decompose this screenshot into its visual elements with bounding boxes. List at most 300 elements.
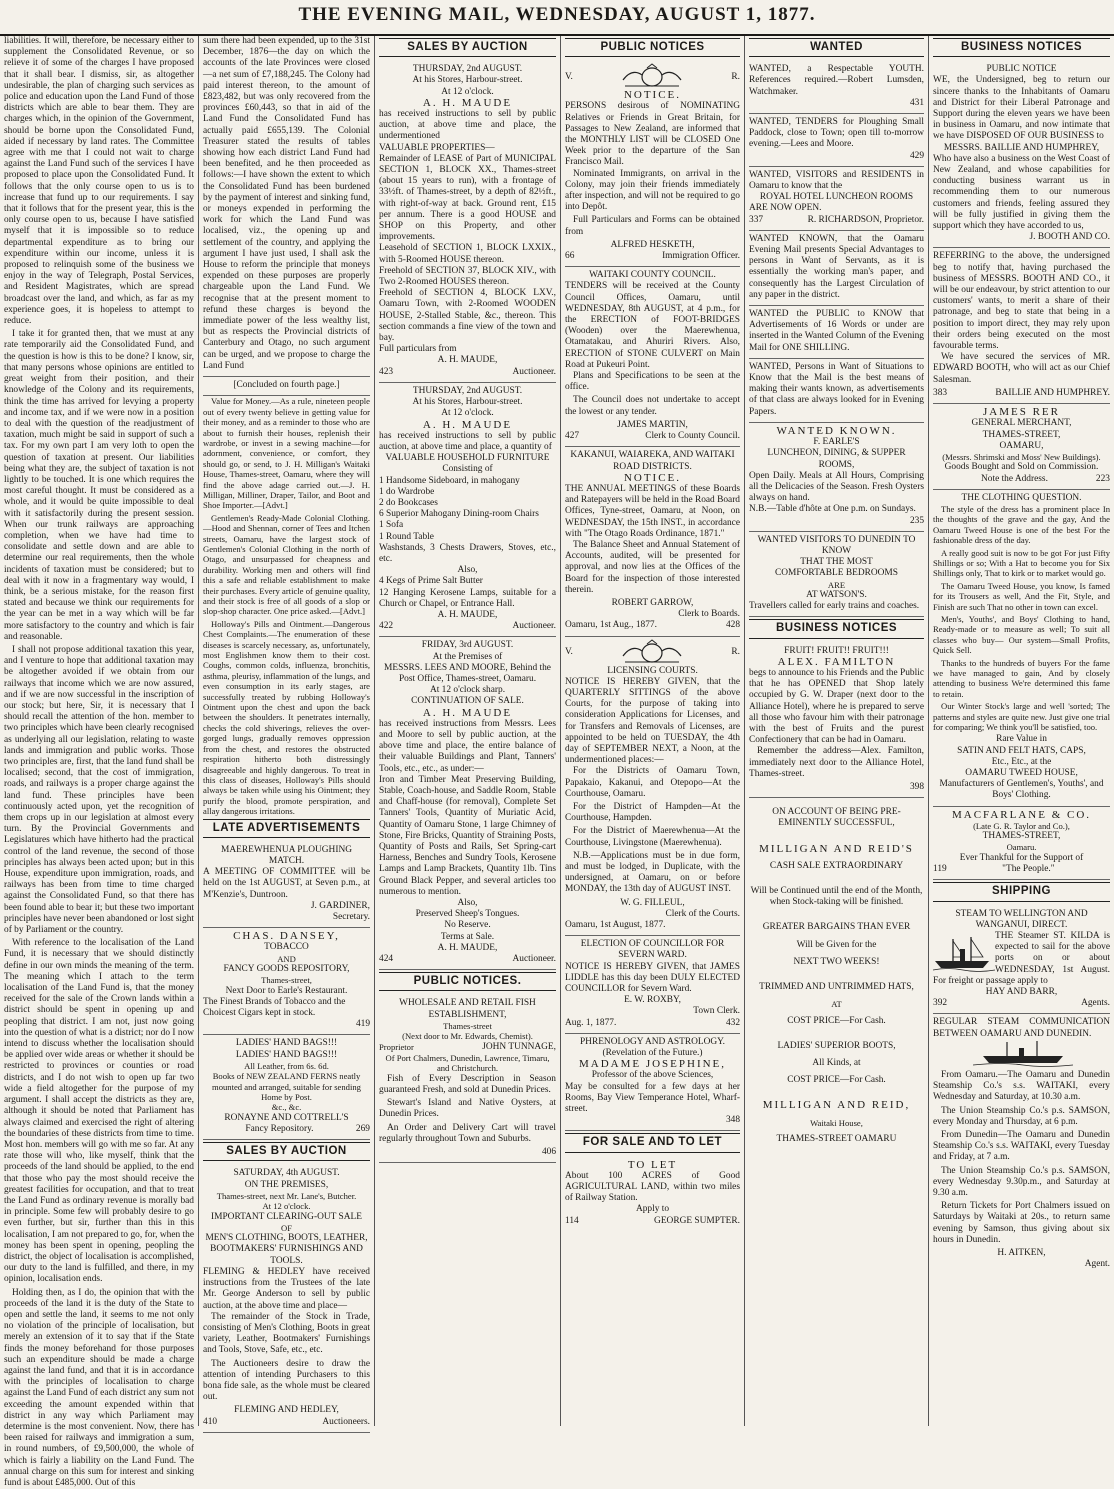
- ad-line: Full particulars from: [379, 344, 457, 355]
- sales-by-auction-header: SALES BY AUCTION: [203, 1142, 370, 1161]
- ad-line: Professor of the above Sciences,: [591, 1070, 714, 1081]
- ad-body: THE Steamer ST. KILDA is expected to sail for the above ports on or about WEDNESDAY, 1st August. For freight or passage apply to: [933, 930, 1110, 986]
- ad-body: TENDERS will be received at the County Council Offices, Oamaru, until WEDNESDAY, 8th AUGUST, at 4 p.m., for the ERECTION of FOOT-BRIDGES (Wooden) over the Maerewhenua, Otamatakau, and Ahuriri Rivers. Also, ERECTION of STONE CULVERT on Main Road at Pukeuri Point.: [565, 281, 740, 370]
- phrenology-ad: [565, 1034, 740, 1132]
- ad-line: Goods Bought and Sold on Commission.: [944, 462, 1099, 473]
- ad-title: NOTICE.: [623, 471, 682, 484]
- macfarlane-ad: [933, 807, 1110, 881]
- to-let-ad: [565, 1157, 740, 1231]
- ad-role: Agent.: [1084, 1259, 1110, 1270]
- ad-date: THURSDAY, 2nd AUGUST.: [412, 385, 523, 396]
- vr-right: R.: [731, 71, 740, 82]
- ad-line: Will be Given for the: [796, 939, 877, 950]
- column-1: [0, 36, 198, 1488]
- ad-body: The Council does not undertake to accept the lowest or any tender.: [565, 395, 740, 417]
- ad-line: GENERAL MERCHANT,: [971, 418, 1072, 429]
- ad-body: Who have also a business on the West Coast of New Zealand, and whose capabilities for conducting business warrant us in recommending them to our numerous customers and friends, feeling assured they will be fully justified in giving them the support which they have accorded to us,: [933, 153, 1110, 232]
- ad-line: Of Port Chalmers, Dunedin, Lawrence, Timaru, and Christchurch.: [385, 1052, 550, 1074]
- ad-line: THAMES-STREET,: [982, 831, 1061, 842]
- ad-title: LICENSING COURTS.: [607, 665, 698, 676]
- ad-line: At 12 o'clock.: [262, 1201, 311, 1212]
- ad-title: JAMES RER: [983, 406, 1060, 419]
- ad-signature: E. W. ROXBY,: [624, 995, 681, 1006]
- article-paragraph: Holding then, as I do, the opinion that with the proceeds of the land it is the duty of the State to open and settle the land, it seems to me not only no violation of the principle of localisation, but merely an extension of it to say that if the State finds the money beforehand for those purposes such an expenditure should be made a charge against the land fund, and that it is in accordance with the principles of localisation to charge against the Land Fund of each district any sum not exceeding the amount expended within that district in any way which Parliament may determine is the most convenient. Now, there has been raised for railways and immigration a sum, in round numbers, of £9,500,000, the whole of which is fairly a liability on the Land Fund. The annual charge on this sum for interest and sinking fund is about £485,000. Out of this: [4, 1287, 194, 1488]
- ad-title: OAMARU TWEED HOUSE,: [965, 768, 1078, 779]
- ad-line: At 12 o'clock sharp.: [429, 685, 506, 696]
- wanted-ad: [749, 61, 924, 114]
- ad-title: MACFARLANE & CO.: [951, 808, 1092, 821]
- ad-line: OAMARU,: [999, 440, 1044, 451]
- business-notices-header: BUSINESS NOTICES: [749, 619, 924, 638]
- ad-title: PHRENOLOGY AND ASTROLOGY.: [579, 1036, 726, 1047]
- ad-body: A MEETING OF COMMITTEE will be held on the 1st AUGUST, at Seven p.m., at M'Kenzie's, Duntroon.: [203, 867, 370, 900]
- auction-furniture: [379, 383, 556, 637]
- ad-title: MESSRS. BAILLIE AND HUMPHREY,: [943, 142, 1100, 153]
- ad-date: FRIDAY, 3rd AUGUST.: [421, 640, 514, 651]
- ad-title: NOTICE.: [623, 89, 682, 102]
- auction-properties: [379, 61, 556, 383]
- ad-line: THAMES-STREET,: [982, 429, 1061, 440]
- ad-body: Full Particulars and Forms can be obtained from: [565, 215, 740, 237]
- ad-body: PERSONS desirous of NOMINATING Relatives or Friends in Great Britain, for Passages to New Zealand, are informed that the MONTHLY LIST will be CLOSED One Week prior to the departure of the San Francisco Mail.: [565, 101, 740, 168]
- local-notice: Gentlemen's Ready-Made Colonial Clothing.—Hood and Shennan, corner of Tees and Itchen streets, Oamaru, have the largest stock of Gentlemen's Colonial Clothing in the north of Otago, and unsurpassed for cheapness and durability. Working men and others will find this a safe and reliable establishment to make their purchases. Every article of genuine quality, and their stock is free of all goods of a slop or slop-shop character. One price asked.—[Advt.]: [203, 512, 370, 617]
- ad-line: At 12 o'clock.: [441, 408, 494, 419]
- oamaru-dunedin-service-ad: [933, 1014, 1110, 1274]
- ad-body: WANTED, VISITORS and RESIDENTS in Oamaru to know that the: [749, 169, 924, 192]
- ad-role: Clerk of the Courts.: [665, 908, 740, 919]
- ad-title: STEAM TO WELLINGTON AND WANGANUI, DIRECT.: [955, 908, 1088, 930]
- ad-number: 423: [379, 366, 394, 377]
- ad-line: At the Premises of: [432, 651, 503, 662]
- ad-date: Oamaru, 1st August, 1877.: [565, 920, 666, 931]
- ad-line: AND: [277, 953, 296, 964]
- ad-line: Oamaru.: [1006, 842, 1037, 853]
- ad-body: Nominated Immigrants, on arrival in the Colony, may join their friends immediately after inspection, and will not be required to go into Depôt.: [565, 168, 740, 213]
- ad-line: Thames-street, next Mr. Lane's, Butcher.: [216, 1190, 357, 1201]
- royal-crest-icon: [617, 640, 687, 666]
- ad-title: A. H. MAUDE: [422, 706, 513, 719]
- ad-number: 419: [355, 1019, 370, 1030]
- masthead: THE EVENING MAIL, WEDNESDAY, AUGUST 1, 1877.: [0, 4, 1114, 36]
- ad-line: At his Stores, Harbour-street.: [412, 397, 523, 408]
- ad-line: (Late G. R. Taylor and Co.),: [973, 820, 1070, 831]
- ad-item: 1 do Wardrobe: [379, 486, 435, 497]
- ad-number: 406: [541, 1146, 556, 1157]
- ad-number: 427: [565, 431, 580, 442]
- article-paragraph: I shall not propose additional taxation this year, and I venture to hope that additional taxation may be altogether avoided if we obtain from our railways that income which we are now assured, and if we are now successful in the inscription of our stock; but here, Sir, it is necessary that I should recall the attention of the hon. member to two principles which have been clearly recognised as underlying all our legislation, relating to waste lands and immigration and public works. Those two principles are, first, that the land fund shall be localised; second, that the cost of immigration, roads, and railways is a proper charge against the land fund. These principles have been continuously acted upon, yet the recognition of them crops up in our legislation at almost every turn. By the Provincial Governments and Legislatures which have hitherto had the practical control of the land revenue, the second of those principles has always been acted upon; but in this House, expenditure upon immigration, roads, and railways has been from time to time charged against the Consolidated Fund, so that there has been found able to bear it; but these two important principles have never been abandoned or lost sight of by Parliament or the country.: [4, 644, 194, 936]
- ad-line: THAMES-STREET OAMARU: [776, 1134, 897, 1145]
- ad-signature: H. AITKEN,: [997, 1247, 1046, 1258]
- ad-date: SATURDAY, 4th AUGUST.: [233, 1168, 340, 1179]
- ad-verse: The style of the dress has a prominent place In the thoughts of the grave and the gay, And the Oamaru Tweed House is one of the best For the fashionable dress of the day.: [933, 503, 1110, 546]
- auction-continuation: [379, 637, 556, 970]
- booth-public-notice: [933, 61, 1110, 248]
- ad-line: Thames-street,: [261, 975, 312, 986]
- milligan-reid-ad: [749, 798, 924, 1149]
- ad-line: ON THE PREMISES,: [244, 1179, 329, 1190]
- column-2: [198, 36, 374, 1426]
- ad-title: WAITAKI COUNTY COUNCIL.: [589, 270, 716, 281]
- ad-date: Oamaru, 1st Aug., 1877.: [565, 620, 657, 631]
- ad-body: REFERRING to the above, the undersigned beg to notify that, having purchased the business of MESSRS. BOOTH AND CO., it will be our endeavour, by strict attention to our customers' wants, to merit a share of their patronage, and beg to state that being in a position to import direct, they may rely upon their orders being executed on the most favourable terms.: [933, 251, 1110, 352]
- ad-body: WANTED, a Respectable YOUTH. References required.—Robert Lumsden, Watchmaker.: [749, 64, 924, 97]
- ad-role: Auctioneer.: [512, 954, 556, 965]
- ad-body: FLEMING & HEDLEY have received instructions from the Trustees of the late Mr. George Anderson to sell by public auction, at the above time and place—: [203, 1266, 370, 1311]
- ad-line: Also,: [457, 898, 478, 909]
- ad-line: Books of NEW ZEALAND FERNS neatly mounted and arranged, suitable for sending Home by Post.: [212, 1071, 361, 1103]
- ad-line: AT: [831, 999, 842, 1010]
- ad-body: We have secured the services of MR. EDWARD BOOTH, who will act as our Chief Salesman.: [933, 352, 1110, 385]
- ad-verse: Thanks to the hundreds of buyers For the fame we have managed to gain, And by closely attending to business We're determined this fame to retain.: [933, 657, 1110, 699]
- ad-line: LADIES' HAND BAGS!!!: [235, 1038, 338, 1049]
- wanted-known-ad: [749, 423, 924, 532]
- ad-body: WE, the Undersigned, beg to return our sincere thanks to the Inhabitants of Oamaru and District for their Liberal Patronage and Support during the eleven years we have been in business in Oamaru, and now intimate that we have DISPOSED OF OUR BUSINESS to: [933, 75, 1110, 142]
- wanted-ad: [749, 306, 924, 359]
- ad-number: 348: [725, 1115, 740, 1126]
- ad-role: Immigration Officer.: [662, 251, 740, 262]
- wanted-header: WANTED: [749, 38, 924, 57]
- road-districts-notice: [565, 447, 740, 636]
- ad-body: For the District of Hampden—At the Courthouse, Hampden.: [565, 801, 740, 824]
- late-advertisements-header: LATE ADVERTISEMENTS: [203, 819, 370, 838]
- immigration-notice: [565, 61, 740, 267]
- st-kilda-ad: [933, 906, 1110, 1015]
- ad-body: May be consulted for a few days at her Rooms, Bay View Temperance Hotel, Wharf-street.: [565, 1081, 740, 1115]
- ad-title: WANTED VISITORS TO DUNEDIN TO KNOW: [757, 534, 916, 556]
- wanted-ad: [749, 231, 924, 306]
- wanted-ad: [749, 359, 924, 423]
- ad-line: No Reserve.: [444, 920, 491, 931]
- ad-line: GREATER BARGAINS THAN EVER: [762, 922, 911, 933]
- ad-line: LADIES' SUPERIOR BOOTS,: [777, 1040, 896, 1051]
- ad-line: ARE NOW OPEN.: [749, 203, 822, 214]
- ad-line: CASH SALE EXTRAORDINARY: [769, 860, 904, 871]
- ad-line: COST PRICE—For Cash.: [787, 1075, 886, 1086]
- clothing-question-ad: [933, 490, 1110, 807]
- ad-title: ELECTION OF COUNCILLOR FOR SEVERN WARD.: [580, 939, 725, 961]
- ad-title: VALUABLE HOUSEHOLD FURNITURE: [385, 453, 550, 464]
- ad-number: 429: [909, 150, 924, 161]
- ad-role: Town Clerk.: [693, 1006, 740, 1017]
- ad-line: Rare Value in: [996, 734, 1047, 745]
- ad-role: Clerk to Boards.: [678, 609, 740, 620]
- ad-line: Terms at Sale.: [440, 931, 495, 942]
- ad-body: An Order and Delivery Cart will travel regularly throughout Town and Suburbs.: [379, 1122, 556, 1144]
- royal-crest-icon: [617, 64, 687, 90]
- wanted-ad: [749, 114, 924, 167]
- ad-line: LADIES' HAND BAGS!!!: [235, 1049, 338, 1060]
- ad-line: RONAYNE AND COTTRELL'S: [224, 1112, 349, 1123]
- ad-line: Note the Address.: [981, 473, 1048, 484]
- ad-item: 6 Superior Mahogany Dining-room Chairs: [379, 509, 539, 520]
- ad-item: Remainder of LEASE of Part of MUNICIPAL SECTION 1, BLOCK XX., Thames-street (about 15 years to run), with a frontage of 33½ft. of Thames-street, by a depth of 82½ft., with right-of-way at back. Ground rent, £15 per annum. There is a good HOUSE and SHOP on this Property, and other improvements.: [379, 153, 556, 243]
- local-notice: Holloway's Pills and Ointment.—Dangerous Chest Complaints.—The enumeration of these diseases is scarcely necessary, as, unfortunately, most Englishmen know them to their cost. Coughs, common colds, influenza, bronchitis, asthma, pleurisy, inflammation of the lungs, and even consumption in its early stages, are successfully treated by rubbing Holloway's Ointment upon the chest and upon the back between the shoulders. It penetrates internally, checks the cold shiverings, relieves the over-gorged lungs, gradually removes oppression from the chest, and restores the obstructed respiration hitherto both distressingly disagreeable and highly dangerous. To treat in this class of diseases, Holloway's Pills should always be taken while using his Ointment; they purify the blood, promote perspiration, and allay dangerous irritations.: [203, 618, 370, 817]
- ad-body: WANTED KNOWN, that the Oamaru Evening Mail presents Special Advantages to persons in Want of Servants, as it is essentially the working man's paper, and consequently has the Largest Circulation of any paper in the district.: [749, 233, 924, 300]
- ad-line: F. EARLE'S: [813, 437, 860, 448]
- ad-body: Travellers called for early trains and coaches.: [749, 601, 920, 612]
- familton-ad: [749, 643, 924, 799]
- local-notice: Value for Money.—As a rule, nineteen people out of every twenty believe in getting value for their money, and as a reminder to those who are about to furnish their houses, replenish their wardrobe, or invest in a sewing machine—for adornment, convenience, or comfort, they should go, or send, to J. H. Milligan's Waitaki House, Thames-street, Oamaru, where they will find the above adage carried out.—J. H. Milligan, Milliner, Draper, Tailor, and Boot and Shoe Importer.—[Advt.]: [203, 396, 370, 511]
- ad-body: The Union Steamship Co.'s p.s. SAMSON, every Wednesday 9.30p.m., and Saturday at 9.30 a.m.: [933, 1165, 1110, 1198]
- ad-number: 410: [203, 1416, 218, 1427]
- ad-title: WANTED KNOWN.: [776, 424, 897, 437]
- licensing-courts-notice: [565, 637, 740, 937]
- ad-line: Fancy Repository.: [245, 1124, 314, 1135]
- article-paragraph: liabilities. It will, therefore, be necessary either to supplement the Consolidated Revenue, or so relieve it of some of the charges I have proposed that it shall bear. I dismiss, sir, as altogether undesirable, the plan of charging such services as police and education upon the Land Fund of those districts which are able to bear them. They are charges which, in the opinion of the Government, should be borne upon the Consolidated Fund, aided if necessary by land rates. The Committee agree with me that I could not wait to charge against the Land Fund such of the services I have proposed to place upon the Consolidated Fund. It follows that the only course open to us is to increase that fund up to our requirements. I say that it follows that for the present year, this is the only course open to us, because I have satisfied myself that it is impossible so to reduce departmental expenditure as to bring our expenditure within our income, unless it is proposed to relinquish some of the business we enjoy in the way of Telegraph, Postal Services, and Resident Magistrates, which are spread broadcast over the land, and which, as far as my experience goes, it is hopeless to attempt to reduce.: [4, 36, 194, 327]
- ad-signature: BAILLIE AND HUMPHREY.: [995, 387, 1110, 398]
- ad-signature: J. GARDINER,: [310, 900, 370, 911]
- ad-body: THE ANNUAL MEETINGS of these Boards and Ratepayers will be held in the Road Board Offices, Tyne-street, Oamaru, at Noon, on WEDNESDAY, the 15th INST., in accordance with "The Otago Roads Ordinance, 1871.": [565, 483, 740, 539]
- ad-role: Agents.: [1081, 998, 1110, 1009]
- ad-body: begs to announce to his Friends and the Public that he has OPENED that Shop lately occupied by G. W. Draper (next door to the Alliance Hotel), where he is prepared to serve all those who favour him with their patronage with the best of Fruits and the purest Confectionery that can be had in Oamaru.: [749, 667, 924, 746]
- ad-body: Iron and Timber Meat Preserving Building, Stable, Coach-house, and Saddle Room, Stable and Chaff-house (for removal), Complete Set Tanners' Tools, Quantity of Muriatic Acid, Quantity of Oamaru Stone, 1 large Chimney of Stone, Fire Bricks, Quantity of Straining Posts, Quantity of Posts and Rails, Set Spring-cart Harness, Benches and Sundry Tools, Kerosene Lamps and Lamp Brackets, Quantity 1lb. Tins Ground Black Pepper, and several articles too numerous to mention.: [379, 774, 556, 897]
- column-6: [928, 36, 1114, 1426]
- ad-line: Thames-street: [443, 1020, 492, 1031]
- ad-title: PUBLIC NOTICE: [986, 64, 1057, 75]
- ad-number: 431: [909, 97, 924, 108]
- steamship-icon: [933, 933, 995, 971]
- ad-number: 235: [909, 515, 924, 526]
- ad-line: TRIMMED AND UNTRIMMED HATS,: [759, 982, 914, 993]
- ad-line: All Leather, from 6s. 6d.: [244, 1060, 329, 1071]
- ad-number: 337: [749, 214, 764, 225]
- ad-line: At his Stores, Harbour-street.: [412, 75, 523, 86]
- ad-number: 223: [1095, 473, 1110, 484]
- ad-item: Leasehold of SECTION 1, BLOCK LXXIX., with 5-Roomed HOUSE thereon.: [379, 243, 556, 265]
- ad-verse: Our Winter Stock's large and well 'sorted; The patterns and styles are quite new. Just give one trial for comparing; We think you'll be satisfied, too.: [933, 701, 1110, 733]
- ad-body: For the District of Maerewhenua—At the Courthouse, Livingstone (Maerewhenua).: [565, 826, 740, 848]
- ad-body: has received instructions to sell by public auction, at above time and place, the undermentioned: [379, 109, 556, 142]
- ad-number: 422: [379, 621, 394, 632]
- ad-role: Auctioneer.: [512, 621, 556, 632]
- election-notice: [565, 936, 740, 1034]
- article-paragraph: I take it for granted then, that we must at any rate temporarily aid the Consolidated Fund, and the question is how is this to be done? I know, sir, that many persons whose opinions are entitled to great weight from their position, and their knowledge of the Colony and its requirements, think the time has arrived for levying a property and income tax, and if we were now in a position to deal with the question of the readjustment of taxation, much might be said in support of such a tax. For my own part I am very loth to open the question of taxation at present. Our liabilities being what they are, the subject of taxation is not lightly to be touched. It is one which requires the most careful thought. It must be considered as a whole, and it would be quite impossible to deal with it satisfactorily during the present session. When our trunk railways are approaching completion, when we have had time to consolidate and settle down and are able to determine our real requirements, then the whole incidents of taxation must be considered; but to deal with it now in a fragmentary way would, I think, be a serious mistake, for the reason first stated and because we think our requirements for the year can be met in a way which will be far more satisfactory to the country and which is fair and reasonable.: [4, 329, 194, 642]
- ad-title: SATIN AND FELT HATS, CAPS,: [957, 745, 1086, 756]
- ad-line: COST PRICE—For Cash.: [787, 1015, 886, 1026]
- ad-number: 119: [933, 864, 947, 875]
- fish-establishment-ad: [379, 995, 556, 1163]
- ad-line: At 12 o'clock.: [441, 86, 494, 97]
- ad-date: Aug. 1, 1877.: [565, 1017, 617, 1028]
- ad-title: A. H. MAUDE: [422, 96, 513, 109]
- ad-body: Fish of Every Description in Season guaranteed Fresh, and sold at Dunedin Prices.: [379, 1073, 556, 1095]
- ad-line: Apply to: [635, 1204, 670, 1215]
- ad-line: (Messrs. Shrimski and Moss' New Buildings).: [942, 451, 1101, 462]
- ad-line: Etc., Etc., at the: [991, 756, 1052, 767]
- ad-title: TO LET: [627, 1158, 678, 1171]
- ad-line: MEN'S CLOTHING, BOOTS, LEATHER, BOOTMAKERS' FURNISHINGS AND TOOLS.: [205, 1233, 368, 1266]
- ad-title: A. H. MAUDE: [422, 418, 513, 431]
- ad-role: Clerk to County Council.: [645, 431, 740, 442]
- ad-body: has received instructions to sell by public auction, at above time and place, a quantity of: [379, 430, 556, 452]
- ad-body: NOTICE IS HEREBY GIVEN, that JAMES LIDDLE has this day been DULY ELECTED COUNCILLOR for Severn Ward.: [565, 961, 740, 995]
- wanted-ad: [749, 167, 924, 231]
- vr-left: V.: [565, 71, 573, 82]
- ad-body: WANTED the PUBLIC to KNOW that Advertisements of 16 Words or under are inserted in the Wanted Column of the Evening Mail for ONE SHILLING.: [749, 309, 924, 353]
- ad-signature: ROBERT GARROW,: [611, 597, 694, 608]
- ad-line: NEXT TWO WEEKS!: [793, 956, 880, 967]
- ad-number: 428: [725, 620, 740, 631]
- ad-title: MILLIGAN AND REID'S: [759, 842, 914, 855]
- article-paragraph: sum there had been expended, up to the 31st December, 1876—the day on which the accounts of the late Provinces were closed—a net sum of £7,188,245. The Colony had paid interest thereon, to the amount of £823,482, but was only recovered from the provinces £60,443, so that in aid of the Land Fund the Consolidated Fund has actually paid £655,139. The Colonial Treasurer stated the results of tables showing how each district Land Fund had been benefited, and he then proceeded as follows:—I have shown the extent to which the Consolidated Fund has been burdened by the payment of interest and sinking fund, or moneys expended in performing the work for which the Land Fund was localised, viz., the opening up and settlement of the country, and applying the argument I have just used, I shall ask the House to reform the principle that moneys expended on these purposes are properly chargeable upon the Land Fund. We recognise that at the present moment to refund these charges is beyond the immediate power of the less wealthy list, but as respects the Provincial districts of Canterbury and Otago, no such argument can be urged, and we propose to charge the Land Fund: [203, 36, 370, 371]
- ad-date: THURSDAY, 2nd AUGUST.: [412, 64, 523, 75]
- ad-signature: A. H. MAUDE,: [437, 355, 498, 366]
- ad-body: The Auctioneers desire to draw the attention of intending Purchasers to this bona fide sale, as the whole must be cleared out.: [203, 1358, 370, 1403]
- ad-body: Open Daily. Meals at All Hours, Comprising all the Delicacies of the Season. Fresh Oysters always on hand.: [749, 470, 924, 504]
- ad-title: CONTINUATION OF SALE.: [411, 696, 524, 707]
- ad-body: N.B.—Table d'hôte at One p.m. on Sundays.: [749, 504, 916, 515]
- ad-line: Manufacturers of Gentlemen's, Youths', and Boys' Clothing.: [939, 779, 1104, 801]
- ad-line: All Kinds, at: [812, 1058, 861, 1069]
- ad-item: 1 Round Table: [379, 531, 434, 542]
- dansey-ad: [203, 928, 370, 1035]
- wanted-visitors-ad: [749, 532, 924, 618]
- ad-body: NOTICE IS HEREBY GIVEN, that the QUARTERLY SITTINGS of the above Courts, for the purpose of taking into consideration Applications for Licenses, and for Transfers and Removals of Licenses, are appointed to be held on TUESDAY, the 4th day of SEPTEMBER NEXT, a Noon, at the undermentioned places:—: [565, 676, 740, 766]
- ad-line: "The People.": [1002, 864, 1055, 875]
- ad-line: Ever Thankful for the Support of: [959, 852, 1084, 863]
- ad-title: ALEX. FAMILTON: [777, 655, 896, 668]
- ad-number: 114: [565, 1215, 579, 1226]
- ad-item: Freehold of SECTION 37, BLOCK XIV., with Two 2-Roomed HOUSES thereon.: [379, 265, 556, 288]
- ad-item: 4 Kegs of Prime Salt Butter: [379, 576, 483, 587]
- ad-body: Stewart's Island and Native Oysters, at Dunedin Prices.: [379, 1098, 556, 1120]
- ad-body: The remainder of the Stock in Trade, consisting of Men's Clothing, Boots in great variety, Leather, Bootmakers' Furnishings and Tools, Stove, Safe, etc., etc.: [203, 1311, 370, 1356]
- ad-line: Waitaki House,: [810, 1117, 863, 1128]
- ad-line: Will be Continued until the end of the Month, when Stock-taking will be finished.: [750, 886, 923, 908]
- ad-body: From Dunedin—The Oamaru and Dunedin Steamship Co.'s s.s. WAITAKI, every Tuesday and Friday, at 7 a.m.: [933, 1129, 1110, 1163]
- ad-line: Preserved Sheep's Tongues.: [415, 909, 520, 920]
- columns: [0, 36, 1114, 1488]
- ad-body: From Oamaru.—The Oamaru and Dunedin Steamship Co.'s s.s. WAITAKI, every Wednesday and Saturday, at 10.30 a.m.: [933, 1069, 1110, 1103]
- ad-number: 392: [933, 998, 948, 1009]
- ploughing-match-ad: [203, 842, 370, 928]
- ad-line: THAT THE MOST: [800, 557, 873, 568]
- ad-line: (Next door to Mr. Edwards, Chemist).: [402, 1031, 533, 1042]
- public-notices-header: PUBLIC NOTICES: [565, 38, 740, 57]
- ad-body: The Balance Sheet and Annual Statement of Accounts, audited, will be presented for approval, and now lies at the Offices of the Board for the inspection of those interested therein.: [565, 539, 740, 595]
- ad-line: The Finest Brands of Tobacco and the Choicest Cigars kept in stock.: [203, 996, 346, 1018]
- ad-body: N.B.—Applications must be in due form, and must be lodged, in Duplicate, with the undersigned, at Oamaru, on or before MONDAY, the 13th day of AUGUST INST.: [565, 850, 740, 895]
- ad-number: 383: [933, 387, 948, 398]
- ad-body: has received instructions from Messrs. Lees and Moore to sell by public auction, at the above time and place, the entire balance of their valuable Buildings and Plant, Tanners' Tools, etc., etc., as under:—: [379, 718, 556, 774]
- ad-line: OF: [281, 1222, 292, 1233]
- article-paragraph: With reference to the localisation of the Land Fund, it is necessary that we should distinctly define in our own minds the meaning of the term. The meaning which I attach to the term localisation of the Land Fund is, that the money received for the sale of the Crown lands within a district should be spent in opening up and peopling that district. I am not, just now going into the question of what is a district; nor do I now intend to discuss whether the localisation should be applied over wide areas or whether it should be restricted to provinces or counties or road districts, and I do not wish to open up far two wide a field altogether for the purpose of my argument. I shall accept the districts as they are, although it should be noted that Parliament has always claimed and exercised the right of altering the boundaries of these districts from time to time. Most hon. members will go with me so far. At any rate those will who, like myself, think that the proceeds of the land should be applied, to the end that those who pay the most should receive the greatest facilities for occupation, and that to treat the Land Fund as ordinary revenue is morally bad in principle. Some few will probably desire to go even further, but sir, further than this in this localisation, I am not prepared to go, for, when the money has been spent in opening, peopling the district, the object of localisation is accomplished, our duty to the land is fulfilled, and there, in my opinion, localisation ends.: [4, 938, 194, 1285]
- ad-body: Return Tickets for Port Chalmers issued on Saturdays by Waitaki at 20s., to return same evening by Samson, thus giving about six hours in Dunedin.: [933, 1201, 1110, 1245]
- auction-clearing-sale: [203, 1165, 370, 1432]
- ad-signature: HAY AND BARR,: [985, 986, 1058, 997]
- ad-title: MAEREWHENUA PLOUGHING MATCH.: [221, 844, 352, 866]
- ad-signature: JOHN TUNNAGE,: [482, 1041, 556, 1052]
- ad-title: VALUABLE PROPERTIES—: [379, 142, 495, 153]
- ad-title: REGULAR STEAM COMMUNICATION BETWEEN OAMARU AND DUNEDIN.: [933, 1017, 1110, 1039]
- ad-signature: JAMES MARTIN,: [617, 419, 688, 430]
- ad-verse: The Oamaru Tweed House, you know, Is famed for its Trousers as well, And the Fit, Style, and Finish are such That no other in town can excel.: [933, 580, 1110, 612]
- ad-signature: GEORGE SUMPTER.: [654, 1215, 740, 1226]
- ad-item: Freehold of SECTION 4, BLOCK LXV., Oamaru Town, with 2-Roomed WOODEN HOUSE, 2-Stalled Stable, &c., thereon. This section commands a fine view of the town and bay.: [379, 288, 556, 344]
- ad-body: Plans and Specifications to be seen at the office.: [565, 371, 740, 393]
- vr-left: V.: [565, 646, 573, 657]
- ad-title: THE CLOTHING QUESTION.: [961, 492, 1082, 503]
- ad-number: 269: [355, 1124, 370, 1135]
- public-notices-header: PUBLIC NOTICES.: [379, 972, 556, 991]
- ad-title: CHAS. DANSEY,: [233, 930, 340, 943]
- ad-body: WANTED, Persons in Want of Situations to Know that the Mail is the best means of making their wants known, as advertisements of that class are always looked for in Evening Papers.: [749, 361, 924, 417]
- ad-title: WHOLESALE AND RETAIL FISH ESTABLISHMENT,: [399, 998, 536, 1020]
- ad-signature: W. G. FILLEUL,: [620, 897, 685, 908]
- ad-line: AT WATSON'S.: [806, 589, 867, 600]
- ad-signature: ALFRED HESKETH,: [610, 239, 695, 250]
- ad-item: Washstands, 3 Chests Drawers, Stoves, etc., etc.: [379, 542, 556, 564]
- ad-item: 1 Sofa: [379, 520, 404, 531]
- ad-line: &c., &c.: [271, 1102, 302, 1113]
- ad-item: 12 Hanging Kerosene Lamps, suitable for a Church or Chapel, or Entrance Hall.: [379, 587, 556, 609]
- business-notices-header: BUSINESS NOTICES: [933, 38, 1110, 57]
- ad-body: For the Districts of Oamaru Town, Papakaio, Kakanui, and Otepopo—At the Courthouse, Oamaru.: [565, 766, 740, 799]
- column-5: [744, 36, 928, 1426]
- ad-signature: R. RICHARDSON, Proprietor.: [807, 214, 924, 225]
- ad-line: ARE: [827, 579, 846, 590]
- continued-note: [Concluded on fourth page.]: [203, 376, 370, 396]
- ad-line: LUNCHEON, DINING, & SUPPER ROOMS,: [767, 448, 906, 470]
- ad-number: 424: [379, 954, 394, 965]
- merchant-ad: [933, 404, 1110, 490]
- sales-by-auction-header: SALES BY AUCTION: [379, 38, 556, 57]
- column-3: [374, 36, 560, 1426]
- ad-line: MESSRS. LEES AND MOORE, Behind the Post Office, Thames-street, Oamaru.: [384, 662, 551, 684]
- ad-line: ON ACCOUNT OF BEING PRE-EMINENTLY SUCCESSFUL,: [772, 807, 901, 829]
- hand-bags-ad: [203, 1035, 370, 1140]
- ad-number: 398: [909, 781, 924, 792]
- ad-line: Also,: [457, 565, 478, 576]
- ad-signature: J. BOOTH AND CO.: [1029, 232, 1110, 243]
- ad-item: 1 Handsome Sideboard, in mahogany: [379, 475, 520, 486]
- ad-line: COMFORTABLE BEDROOMS: [775, 568, 898, 579]
- ad-line: Consisting of: [442, 464, 493, 475]
- ad-signature: A. H. MAUDE,: [437, 609, 498, 620]
- ad-body: Remember the address—Alex. Familton, immediately next door to the Alliance Hotel, Thames-street.: [749, 746, 924, 779]
- ad-signature: FLEMING AND HEDLEY,: [234, 1405, 339, 1416]
- ad-line: FANCY GOODS REPOSITORY,: [223, 963, 350, 974]
- column-4: [560, 36, 744, 1426]
- ad-item: 2 do Bookcases: [379, 497, 438, 508]
- ad-title: KAKANUI, WAIAREKA, AND WAITAKI ROAD DISTRICTS.: [570, 450, 735, 472]
- ad-body: The Union Steamship Co.'s p.s. SAMSON, every Monday and Thursday, at 6 p.m.: [933, 1105, 1110, 1127]
- shipping-header: SHIPPING: [933, 882, 1110, 901]
- ad-verse: Men's, Youths', and Boys' Clothing to hand, Ready-made or to measure as well; To suit all classes who buy— Our system—Small Profits, Quick Sell.: [933, 613, 1110, 656]
- ad-body: About 100 ACRES of Good AGRICULTURAL LAND, within two miles of Railway Station.: [565, 1170, 740, 1204]
- vr-right: R.: [731, 646, 740, 657]
- baillie-humphrey-notice: [933, 248, 1110, 404]
- ad-line: (Revelation of the Future.): [602, 1048, 703, 1059]
- ad-role: Auctioneers.: [322, 1416, 370, 1427]
- ad-title: IMPORTANT CLEARING-OUT SALE: [211, 1211, 362, 1222]
- ad-title: FRUIT! FRUIT!! FRUIT!!!: [784, 645, 889, 656]
- ad-title: ROYAL HOTEL LUNCHEON ROOMS: [759, 192, 914, 203]
- ad-verse: A really good suit is now to be got For just Fifty Shillings or so; With a Hat to become you for Six Shillings only, That to kirk or to market would go.: [933, 547, 1110, 579]
- ad-role: Auctioneer.: [512, 366, 556, 377]
- ad-line: Next Door to Earle's Restaurant.: [225, 985, 348, 996]
- for-sale-header: FOR SALE AND TO LET: [565, 1133, 740, 1152]
- ad-number: 432: [725, 1017, 740, 1028]
- steamship-icon: [933, 1040, 1111, 1066]
- ad-number: 66: [565, 251, 575, 262]
- county-council-tenders: [565, 267, 740, 447]
- ad-title: MILLIGAN AND REID,: [762, 1099, 911, 1112]
- ad-role: Secretary.: [332, 911, 370, 922]
- ad-line: TOBACCO: [264, 942, 309, 953]
- ad-body: WANTED, TENDERS for Ploughing Small Paddock, close to Town; open till to-morrow evening.—Lees and Moore.: [749, 117, 924, 150]
- ad-title: MADAME JOSEPHINE,: [578, 1058, 727, 1071]
